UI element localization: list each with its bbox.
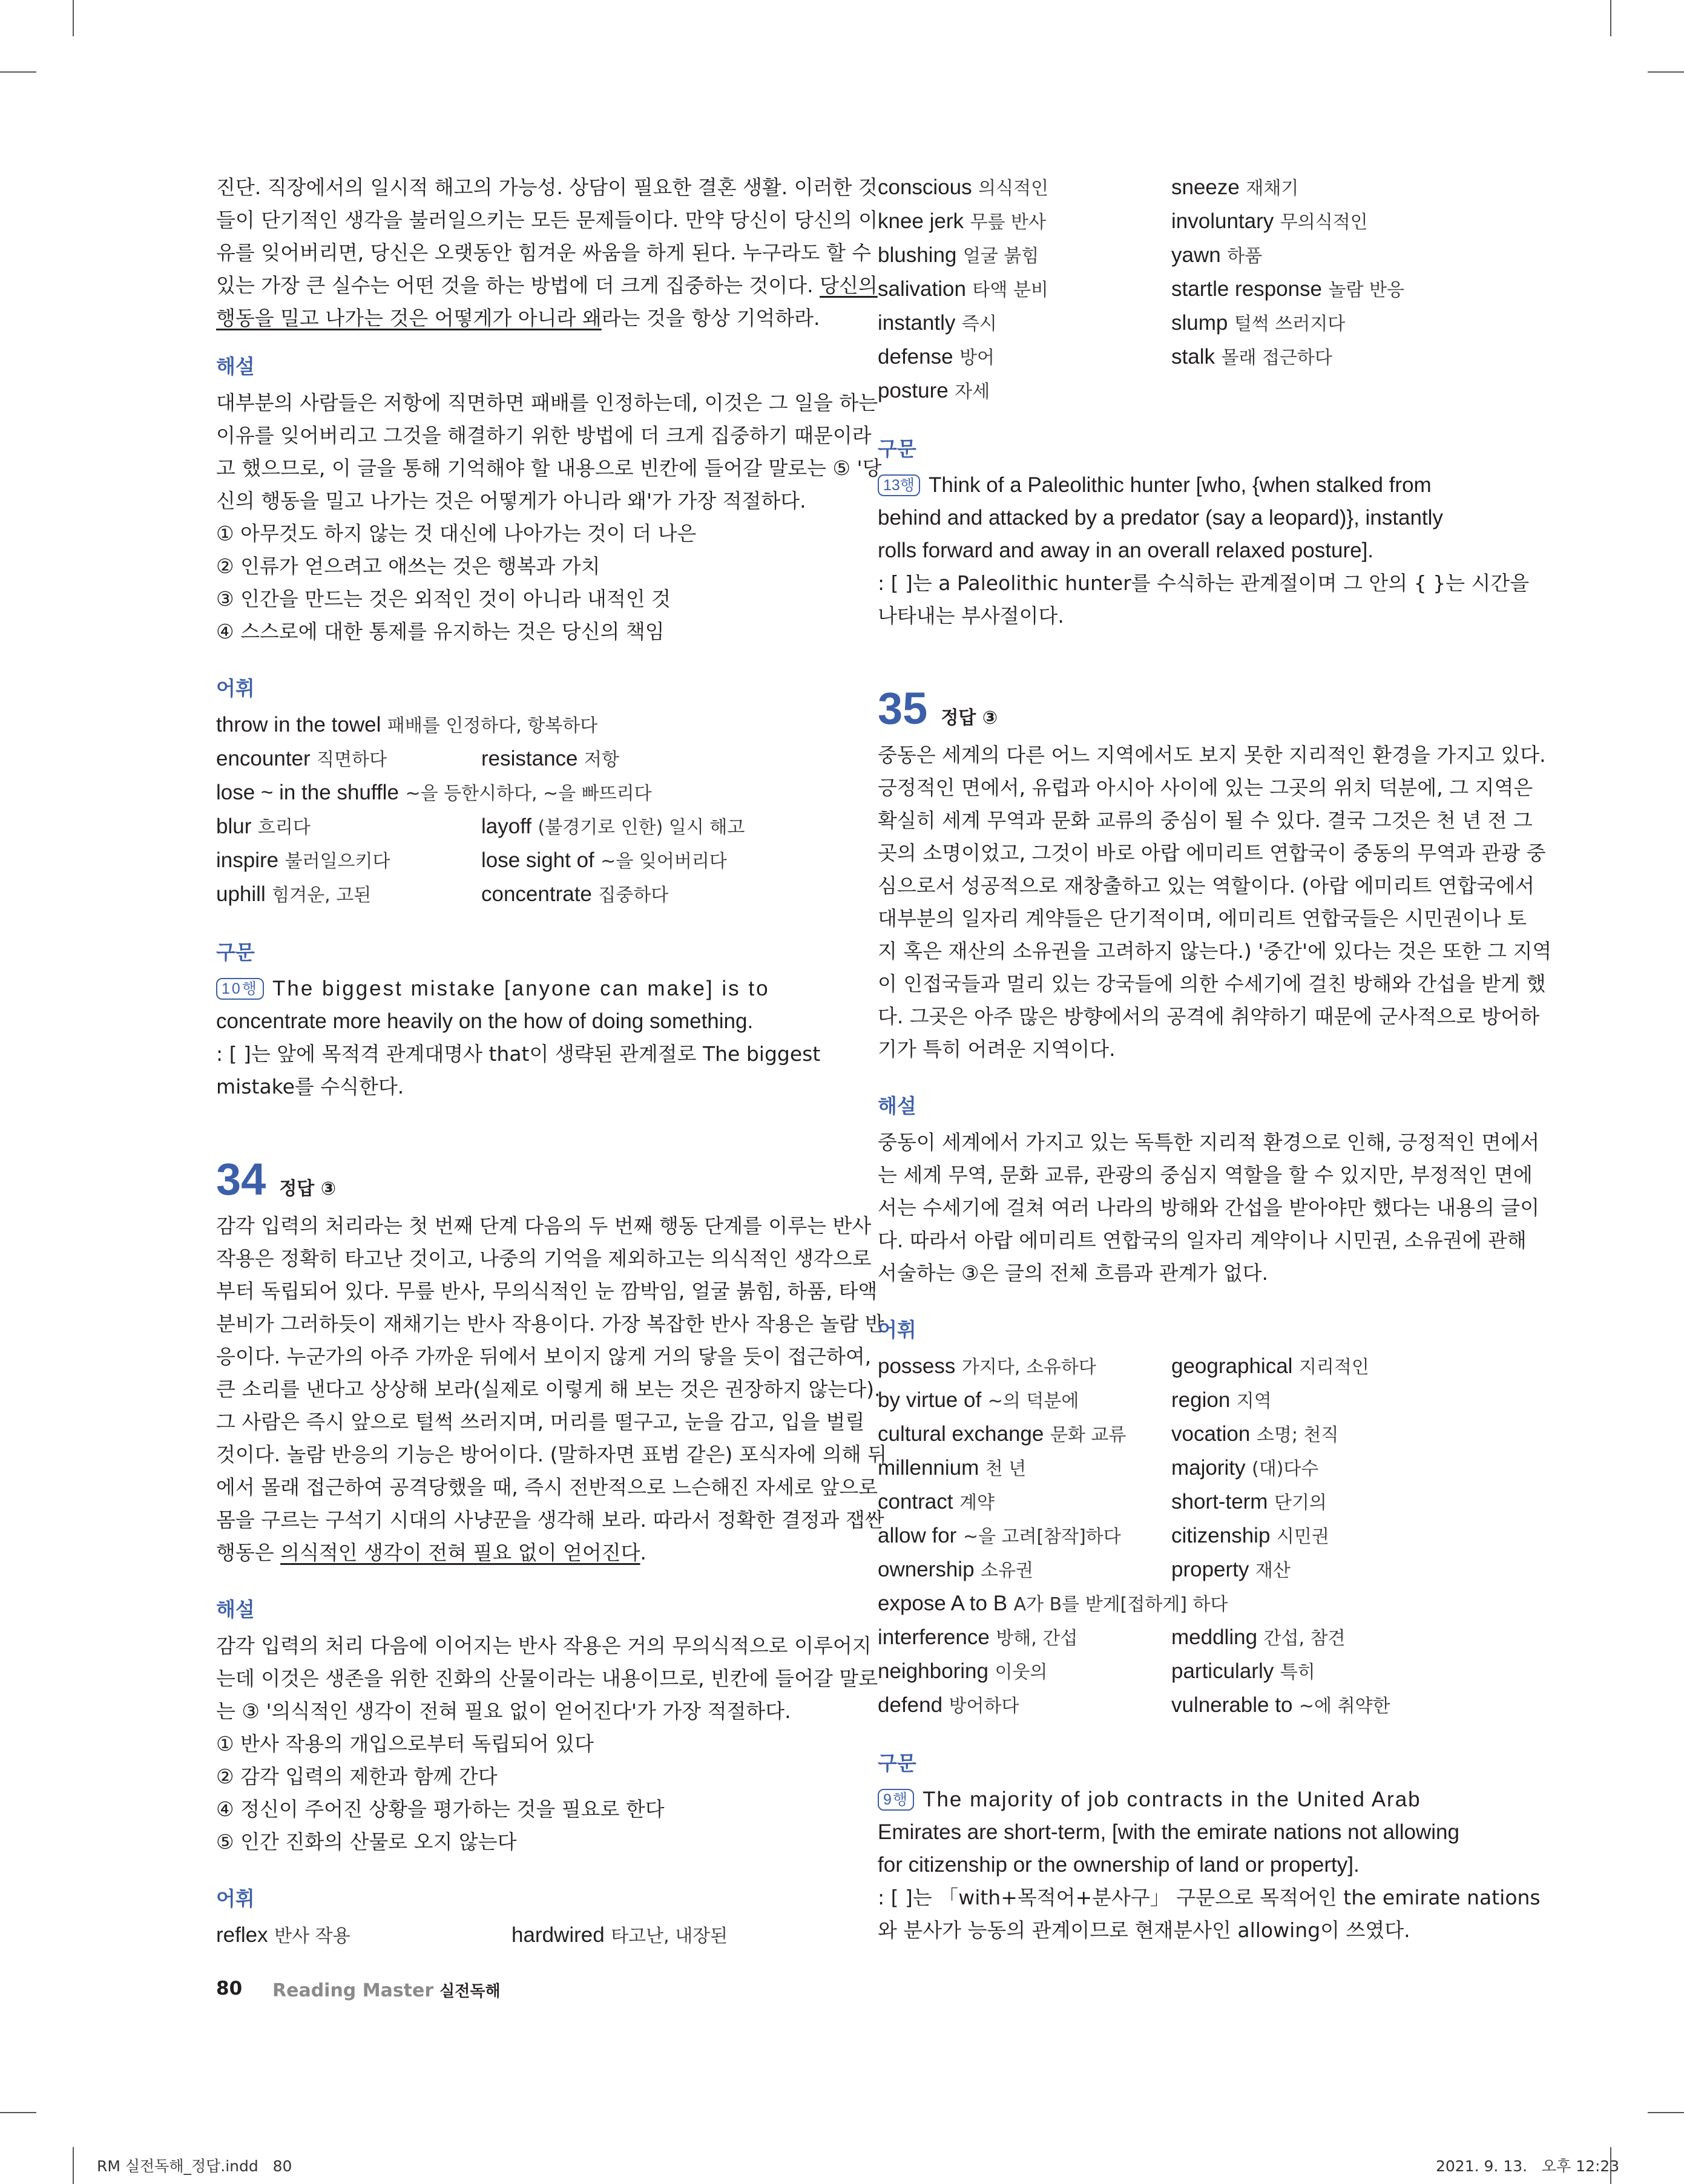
vocab-item [1171,205,1468,239]
vocab-ko: 하품 [1227,246,1263,267]
vocab-en: stalk [1171,345,1215,369]
text-line: 는 세계 무역, 문화 교류, 관광의 중심지 역할을 할 수 있지만, 부정적인 면에 [878,1163,1533,1187]
vocab-ko: 불러일으키다 [285,851,390,872]
text-line: 유를 잊어버리면, 당신은 오랫동안 힘겨운 싸움을 하게 된다. 누구라도 할 수 [216,241,872,264]
text-line: 긍정적인 면에서, 유럽과 아시아 사이에 있는 그곳의 위치 덕분에, 그 지역은 [878,776,1533,799]
text-span: 있는 가장 큰 실수는 어떤 것을 하는 방법에 더 크게 집중하는 것이다. [216,274,820,297]
vocab-item [1171,1452,1468,1486]
vocab-en: posture [878,379,949,402]
text-line: 다. 따라서 아랍 에미리트 연합국의 일자리 계약이나 시민권, 소유권에 관해 [878,1228,1527,1252]
text-line: 중동은 세계의 다른 어느 지역에서도 보지 못한 지리적인 환경을 가지고 있다. [878,743,1546,767]
vocab-ko: 털썩 쓰러지다 [1234,313,1346,335]
vocab-en: yawn [1171,243,1221,267]
vocab-item [1171,1350,1468,1384]
syntax-note: 와 분사가 능동의 관계이므로 현재분사인 allowing이 쓰였다. [878,1918,1410,1942]
section-heading-explain: 해설 [216,1598,255,1621]
syntax-line [878,469,1468,502]
vocab-en: salivation [878,277,966,301]
syntax-note: : [ ]는 「with+목적어+분사구」 구문으로 목적어인 the emirate nations [878,1886,1541,1909]
text-line: 확실히 세계 무역과 문화 교류의 중심이 될 수 있다. 결국 그것은 천 년 전 그 [878,808,1533,832]
vocab-ko: 무의식적인 [1280,212,1368,233]
crop-mark [0,71,36,73]
vocab-ko: 흐리다 [257,817,311,838]
vocab-item [481,810,791,844]
vocab-ko: 타액 분비 [972,280,1048,301]
vocab-item [878,1452,1171,1486]
vocab-ko: 즉시 [961,313,997,335]
vocab-ko: 직면하다 [317,749,387,770]
vocab-en: region [1171,1388,1231,1412]
vocab-en: hardwired [511,1923,605,1947]
section-heading-explain: 해설 [216,355,255,378]
text-span: . [640,1541,646,1564]
vocab-en: throw in the towel [216,713,381,736]
text-line: 는데 이것은 생존을 위한 진화의 산물이라는 내용이므로, 빈칸에 들어갈 말로 [216,1667,878,1690]
underlined-answer: 행동을 밀고 나가는 것은 어떻게가 아니라 왜 [216,306,602,330]
choice-line: ③ 인간을 만드는 것은 외적인 것이 아니라 내적인 것 [216,587,671,611]
vocab-item [1171,1621,1468,1655]
vocab-en: sneeze [1171,175,1240,199]
vocab-en: property [1171,1558,1249,1581]
crop-mark [73,0,74,36]
vocab-ko: 저항 [584,749,619,770]
vocab-en: contract [878,1490,953,1513]
vocab-en: ownership [878,1558,975,1581]
syntax-note: 나타내는 부사절이다. [878,604,1064,628]
vocab-ko: ~을 등한시하다, ~을 빠뜨리다 [405,783,652,804]
vocab-item [878,1655,1171,1689]
syntax-note: : [ ]는 앞에 목적격 관계대명사 that이 생략된 관계절로 The biggest [216,1042,821,1066]
text-line: 이유를 잊어버리고 그것을 해결하기 위한 방법에 더 크게 집중하기 때문이라 [216,424,872,447]
text-line: 분비가 그러하듯이 재채기는 반사 작용이다. 가장 복잡한 반사 작용은 놀람 반 [216,1312,884,1336]
syntax-note: mistake를 수식한다. [216,1075,404,1098]
text-line: 지 혹은 재산의 소유권을 고려하지 않는다.) '중간'에 있다는 것은 또한 그 지역 [878,939,1552,963]
vocab-item [878,375,1171,408]
vocab-ko: 패배를 인정하다, 항복하다 [387,715,598,736]
vocab-en: defense [878,345,953,369]
vocab-item [1171,1418,1468,1452]
vocab-ko: 반사 작용 [274,1926,350,1947]
vocab-ko: 천 년 [985,1458,1027,1480]
underlined-answer: 당신의 [820,274,878,297]
text-line: 응이다. 누군가의 아주 가까운 뒤에서 보이지 않게 거의 닿을 듯이 접근하여, [216,1345,872,1368]
vocab-item [216,709,791,743]
text-line: 는 ③ '의식적인 생각이 전혀 필요 없이 얻어진다'가 가장 적절하다. [216,1699,791,1723]
vocab-list [878,171,1468,408]
right-column [878,171,1552,1947]
vocab-en: encounter [216,747,311,770]
vocab-item [1171,171,1468,205]
vocab-item [878,1587,1468,1621]
text-span: 라는 것을 항상 기억하라. [601,306,820,330]
translation-paragraph [216,1210,887,1569]
crop-mark [1648,71,1684,73]
syntax-line: rolls forward and away in an overall relaxed posture]. [878,539,1374,562]
vocab-ko: 방해, 간섭 [996,1628,1078,1649]
vocab-item [1171,1384,1468,1418]
syntax-line: concentrate more heavily on the how of doing something. [216,1009,754,1033]
vocab-en: possess [878,1354,956,1378]
text-line: 기가 특히 어려운 지역이다. [878,1037,1116,1061]
vocab-item [1171,1520,1468,1553]
vocab-ko: 시민권 [1276,1526,1329,1547]
vocab-en: reflex [216,1923,268,1947]
vocab-ko: 특히 [1280,1662,1315,1683]
vocab-list [216,1919,791,1953]
vocab-ko: 단기의 [1274,1492,1327,1513]
choice-line: ① 아무것도 하지 않는 것 대신에 나아가는 것이 더 나은 [216,522,697,545]
vocab-en: lose ~ in the shuffle [216,781,399,804]
text-line: 서술하는 ③은 글의 전체 흐름과 관계가 없다. [878,1261,1268,1285]
syntax-block [878,469,1530,632]
vocab-item [878,1553,1171,1587]
vocab-item [878,307,1171,341]
vocab-en: vocation [1171,1422,1251,1446]
vocab-item [481,878,791,912]
vocab-item [481,743,791,776]
vocab-ko: A가 B를 받게[접하게] 하다 [1013,1594,1228,1615]
question-number: 34 [216,1154,266,1204]
vocab-ko: (대)다수 [1252,1458,1319,1480]
text-line: 몸을 구르는 구석기 시대의 사냥꾼을 생각해 보라. 따라서 정확한 결정과 잽싼 [216,1508,884,1532]
vocab-item [878,1418,1171,1452]
vocab-ko: ~을 고려[참작]하다 [962,1526,1121,1547]
crop-mark [73,2147,74,2184]
vocab-en: geographical [1171,1354,1293,1378]
text-line: 것이다. 놀람 반응의 기능은 방어이다. (말하자면 표범 같은) 포식자에 의해 뒤 [216,1443,887,1466]
vocab-item [878,1689,1171,1723]
syntax-block [216,972,821,1103]
vocab-en: citizenship [1171,1524,1271,1547]
vocab-item [1171,1553,1468,1587]
choice-line: ⑤ 인간 진화의 산물로 오지 않는다 [216,1830,517,1854]
text-line: 곳의 소명이었고, 그것이 바로 아랍 에미리트 연합국이 중동의 무역과 관광 중 [878,841,1546,865]
syntax-line: behind and attacked by a predator (say a leopard)}, instantly [878,506,1443,530]
answer-label: 정답 ③ [941,707,998,729]
vocab-ko: ~의 덕분에 [987,1391,1079,1412]
vocab-ko: 지리적인 [1298,1357,1369,1378]
vocab-en: conscious [878,175,972,199]
text-line: 진단. 직장에서의 일시적 해고의 가능성. 상담이 필요한 결혼 생활. 이러한 것 [216,175,878,199]
text-line: 큰 소리를 낸다고 상상해 보라(실제로 이렇게 해 보는 것은 권장하지 않는다). [216,1377,881,1401]
book-subtitle: 실전독해 [439,1982,501,2001]
vocab-ko: 지역 [1236,1391,1272,1412]
section-heading-vocab: 어휘 [216,677,255,700]
explain-block [216,1630,878,1858]
vocab-item [1171,307,1468,341]
choice-line: ② 인류가 얻으려고 애쓰는 것은 행복과 가치 [216,554,600,578]
question-header [216,1155,791,1204]
text-line [216,302,820,335]
text-line: 작용은 정확히 타고난 것이고, 나중의 기억을 제외하고는 의식적인 생각으로 [216,1247,872,1270]
section-heading-explain: 해설 [878,1094,916,1118]
text-line: 들이 단기적인 생각을 불러일으키는 모든 문제들이다. 만약 당신이 당신의 이 [216,208,878,232]
syntax-block [878,1783,1541,1947]
syntax-line [216,972,791,1005]
syntax-line [878,1783,1468,1816]
section-heading-syntax: 구문 [878,437,916,461]
vocab-item [878,1520,1171,1553]
text-line: 서는 수세기에 걸쳐 여러 나라의 방해와 간섭을 받아야만 했다는 내용의 글이 [878,1196,1540,1219]
text-span: The biggest mistake [anyone can make] is to [272,977,770,1000]
vocab-item [216,878,481,912]
vocab-item [878,1350,1171,1384]
vocab-item [1171,341,1468,375]
vocab-item [1171,1655,1468,1689]
vocab-en: defend [878,1693,943,1717]
vocab-item [216,810,481,844]
syntax-line: for citizenship or the ownership of land or property]. [878,1853,1360,1877]
vocab-ko: 계약 [959,1492,995,1513]
vocab-en: blur [216,815,252,838]
text-span: Think of a Paleolithic hunter [who, {when stalked from [928,473,1432,497]
vocab-item [216,776,791,810]
vocab-en: concentrate [481,882,592,906]
vocab-ko: 소유권 [981,1560,1033,1581]
print-slug-file: RM 실전독해_정답.indd 80 [97,2157,292,2175]
vocab-ko: 힘겨운, 고된 [272,885,372,906]
vocab-item [878,1621,1171,1655]
book-title [272,1979,501,2001]
vocab-ko: 얼굴 붉힘 [962,246,1039,267]
text-line: 심으로서 성공적으로 재창출하고 있는 역할이다. (아랍 에미리트 연합국에서 [878,874,1535,897]
vocab-item [216,1919,511,1953]
vocab-en: lose sight of [481,848,594,872]
text-line [216,269,878,302]
line-badge: 9행 [878,1789,914,1811]
vocab-ko: 방어하다 [949,1696,1019,1717]
vocab-item [878,1486,1171,1520]
question-header [878,684,1468,733]
underlined-answer: 의식적인 생각이 전혀 필요 없이 얻어진다 [280,1541,640,1564]
vocab-en: allow for [878,1524,957,1547]
vocab-ko: 가지다, 소유하다 [961,1357,1096,1378]
vocab-item [878,171,1171,205]
book-title-en: Reading Master [272,1980,434,2001]
explain-block [878,1126,1540,1290]
text-line: 중동이 세계에서 가지고 있는 독특한 지리적 환경으로 인해, 긍정적인 면에서 [878,1130,1540,1154]
text-line: 신의 행동을 밀고 나가는 것은 어떻게가 아니라 왜'가 가장 적절하다. [216,489,806,513]
print-slug-date: 2021. 9. 13. 오후 12:23 [1436,2157,1620,2175]
choice-line: ④ 정신이 주어진 상황을 평가하는 것을 필요로 한다 [216,1797,665,1821]
text-line: 다. 그곳은 아주 많은 방향에서의 공격에 취약하기 때문에 군사적으로 방어하 [878,1005,1540,1028]
vocab-item [878,1384,1171,1418]
text-line: 대부분의 사람들은 저항에 직면하면 패배를 인정하는데, 이것은 그 일을 하는 [216,391,878,415]
text-line: 부터 독립되어 있다. 무릎 반사, 무의식적인 눈 깜박임, 얼굴 붉힘, 하품, 타액 [216,1279,878,1303]
vocab-item [216,743,481,776]
intro-paragraph [216,171,878,335]
vocab-en: cultural exchange [878,1422,1044,1446]
syntax-line: Emirates are short-term, [with the emirate nations not allowing [878,1820,1459,1844]
vocab-en: startle response [1171,277,1323,301]
vocab-en: slump [1171,311,1228,335]
text-line: 감각 입력의 처리라는 첫 번째 단계 다음의 두 번째 행동 단계를 이루는 반사 [216,1214,872,1238]
syntax-note: : [ ]는 a Paleolithic hunter를 수식하는 관계절이며 그 안의 { }는 시간을 [878,571,1530,595]
choice-line: ② 감각 입력의 제한과 함께 간다 [216,1765,498,1788]
section-heading-vocab: 어휘 [878,1318,916,1342]
section-heading-syntax: 구문 [878,1751,916,1775]
vocab-ko: ~을 잊어버리다 [600,851,727,872]
vocab-item [216,844,481,878]
line-badge: 13행 [878,474,920,496]
vocab-ko: 방어 [959,347,995,369]
vocab-en: short-term [1171,1490,1268,1513]
vocab-ko: 간섭, 참견 [1263,1628,1346,1649]
vocab-item [1171,273,1468,307]
vocab-ko: 재산 [1255,1560,1291,1581]
vocab-en: majority [1171,1456,1246,1480]
vocab-item [1171,239,1468,273]
vocab-en: millennium [878,1456,979,1480]
section-heading-syntax: 구문 [216,940,255,964]
text-line: 고 했으므로, 이 글을 통해 기억해야 할 내용으로 빈칸에 들어갈 말로는 ⑤ '당 [216,456,882,480]
text-span: 행동은 [216,1541,281,1564]
vocab-item [481,844,791,878]
page-number: 80 [216,1978,243,1999]
choice-line: ① 반사 작용의 개입으로부터 독립되어 있다 [216,1732,594,1756]
vocab-ko: 자세 [955,381,990,402]
text-line: 감각 입력의 처리 다음에 이어지는 반사 작용은 거의 무의식적으로 이루어지 [216,1634,872,1658]
vocab-ko: 타고난, 내장된 [611,1926,728,1947]
vocab-ko: 문화 교류 [1050,1425,1127,1446]
vocab-ko: 집중하다 [598,885,669,906]
vocab-en: vulnerable to [1171,1693,1293,1717]
vocab-ko: 소명; 천직 [1256,1425,1339,1446]
text-line: 이 인접국들과 멀리 있는 강국들에 의한 수세기에 걸친 방해와 간섭을 받게 했 [878,972,1546,995]
vocab-item [1171,1486,1468,1520]
section-heading-vocab: 어휘 [216,1887,255,1910]
vocab-en: expose A to B [878,1592,1008,1615]
explain-block [216,387,882,648]
vocab-en: layoff [481,815,532,838]
text-line: 에서 몰래 접근하여 공격당했을 때, 즉시 전반적으로 느슨해진 자세로 앞으로 [216,1475,878,1499]
text-line: 그 사람은 즉시 앞으로 털썩 쓰러지며, 머리를 떨구고, 눈을 감고, 입을 벌릴 [216,1410,865,1434]
vocab-item-empty [1171,375,1468,408]
vocab-en: involuntary [1171,209,1274,233]
vocab-item [1171,1689,1468,1723]
vocab-ko: 몰래 접근하다 [1221,347,1332,369]
vocab-list [216,709,791,912]
question-number: 35 [878,683,928,733]
vocab-ko: 무릎 반사 [970,212,1046,233]
vocab-ko: 이웃의 [995,1662,1048,1683]
vocab-item [878,273,1171,307]
vocab-ko: 의식적인 [978,178,1049,199]
line-badge: 10행 [216,978,264,1000]
text-line: 대부분의 일자리 계약들은 단기적이며, 에미리트 연합국들은 시민권이나 토 [878,907,1527,930]
vocab-en: uphill [216,882,266,906]
vocab-en: instantly [878,311,956,335]
vocab-en: resistance [481,747,578,770]
crop-mark [0,2112,36,2113]
vocab-en: particularly [1171,1659,1274,1683]
vocab-list [878,1350,1468,1723]
crop-mark [1648,2112,1684,2113]
choice-line: ④ 스스로에 대한 통제를 유지하는 것은 당신의 책임 [216,620,665,643]
vocab-en: neighboring [878,1659,988,1683]
vocab-en: meddling [1171,1625,1258,1649]
vocab-ko: ~에 취약한 [1298,1696,1390,1717]
vocab-en: interference [878,1625,990,1649]
vocab-ko: 놀람 반응 [1328,280,1404,301]
vocab-item [878,205,1171,239]
crop-mark [1610,0,1611,36]
vocab-item [878,341,1171,375]
vocab-ko: (불경기로 인한) 일시 해고 [538,817,745,838]
vocab-item [511,1919,791,1953]
vocab-en: blushing [878,243,957,267]
translation-paragraph [878,739,1552,1066]
vocab-en: knee jerk [878,209,964,233]
text-span: The majority of job contracts in the United Arab [923,1788,1421,1811]
vocab-en: inspire [216,848,279,872]
vocab-en: by virtue of [878,1388,982,1412]
left-column [216,171,887,1953]
vocab-ko: 재채기 [1246,178,1299,199]
text-line [216,1536,791,1569]
answer-label: 정답 ③ [279,1178,337,1199]
vocab-item [878,239,1171,273]
